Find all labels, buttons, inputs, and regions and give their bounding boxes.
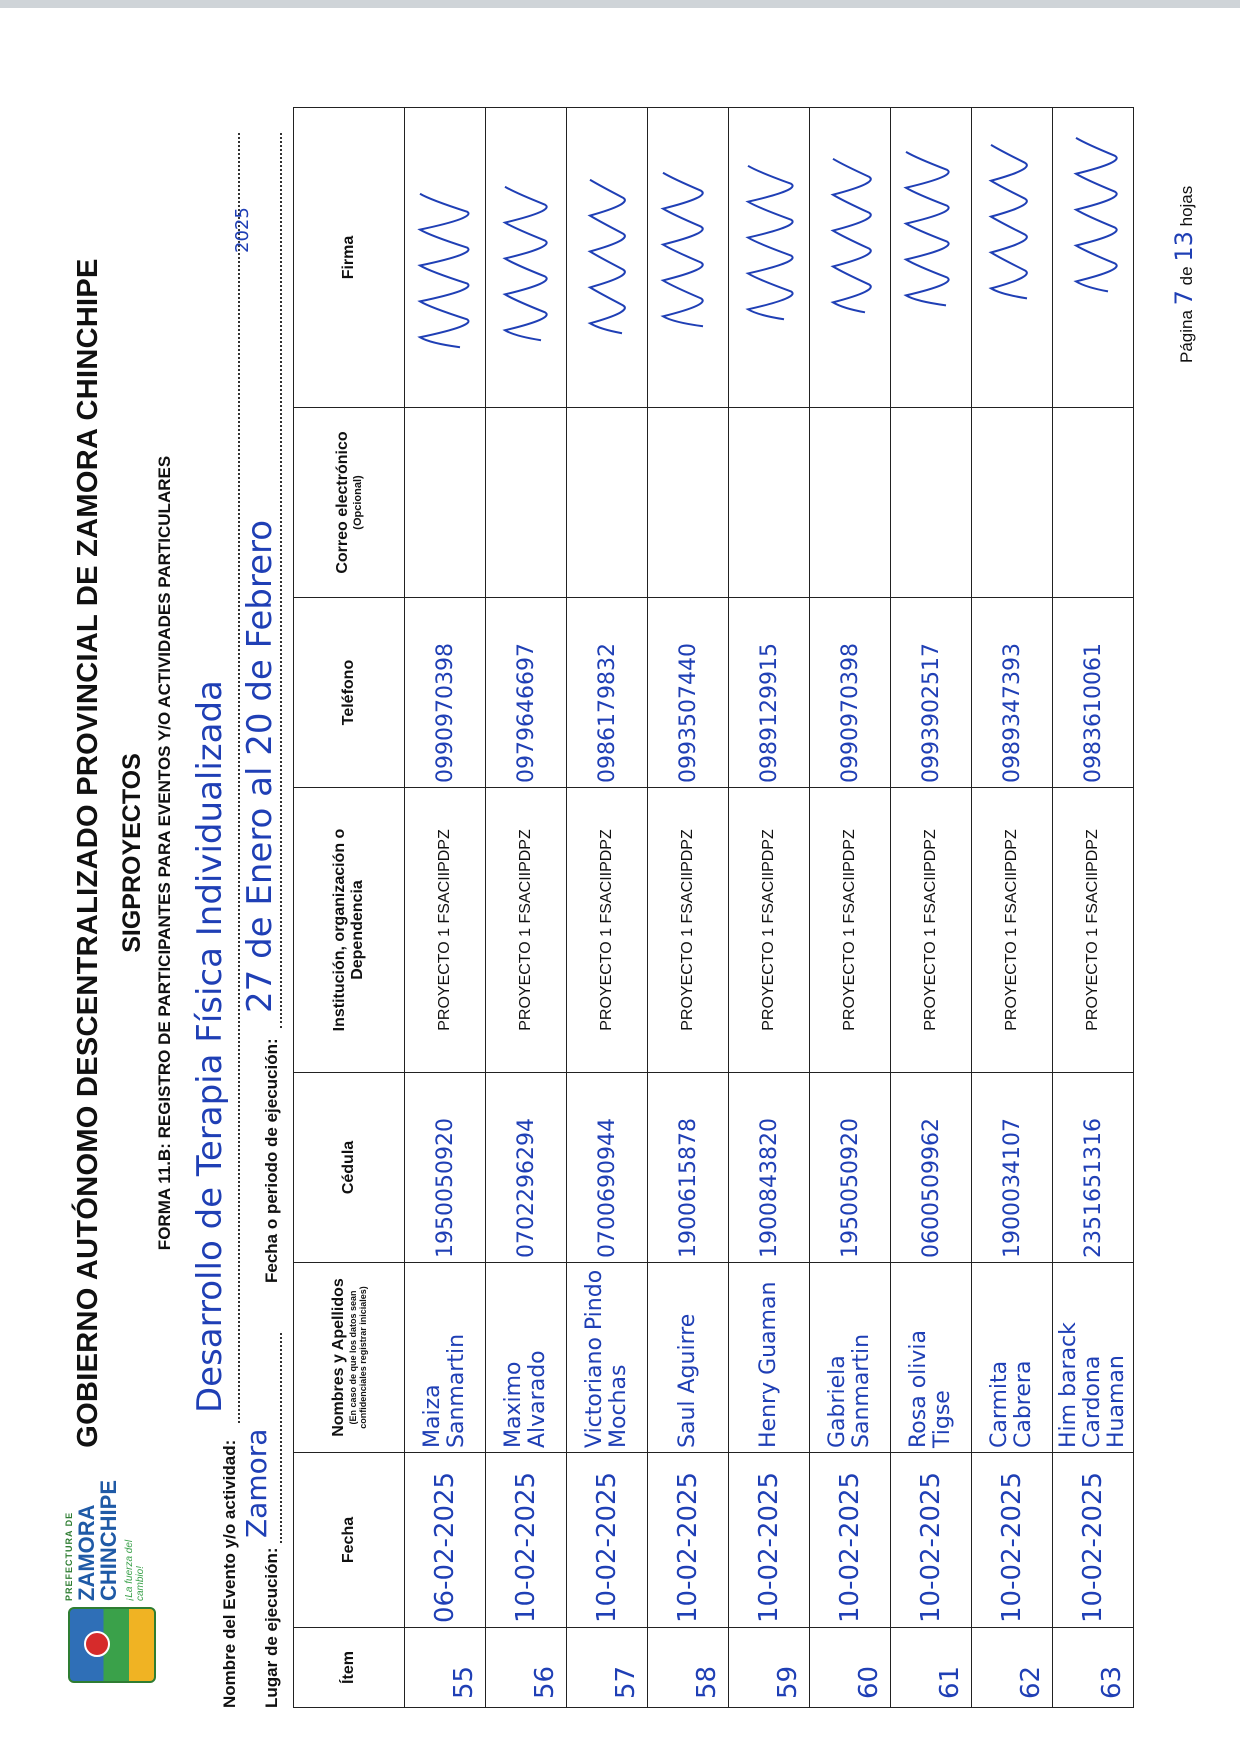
cell-institucion (729, 788, 810, 1073)
cell-correo (486, 408, 567, 598)
table-row (648, 108, 729, 1708)
cell-cedula (891, 1073, 972, 1263)
cell-cedula (1053, 1073, 1134, 1263)
col-header-correo (294, 408, 405, 598)
cell-correo (1053, 408, 1134, 598)
footer-total-pages: 13 (1170, 231, 1198, 262)
cell-nombre (729, 1263, 810, 1453)
item-number: 55 (449, 1665, 479, 1699)
cell-fecha (567, 1453, 648, 1628)
cell-telefono (1053, 598, 1134, 788)
nombre-value: Carmita Cabrera (987, 1360, 1036, 1448)
nombre-value: Henry Guaman (756, 1281, 781, 1448)
logo-text-prefectura: PREFECTURA DE (64, 1511, 74, 1601)
cell-telefono (810, 598, 891, 788)
table-row (1053, 108, 1134, 1708)
signature-scribble (729, 108, 809, 407)
cell-fecha (648, 1453, 729, 1628)
cell-institucion (972, 788, 1053, 1073)
cell-correo (891, 408, 972, 598)
cedula-value: 0600509962 (918, 1118, 944, 1258)
cell-cedula (567, 1073, 648, 1263)
fecha-value: 10-02-2025 (592, 1471, 622, 1623)
system-title: SIGPROYECTOS (118, 753, 146, 953)
telefono-value: 0990970398 (837, 643, 863, 783)
place-line (280, 1333, 282, 1543)
col-header-institucion: Institución, organización o Dependencia (294, 788, 405, 1073)
col-header-fecha: Fecha (294, 1453, 405, 1628)
fecha-value: 10-02-2025 (916, 1471, 946, 1623)
cell-nombre (405, 1263, 486, 1453)
cell-correo (810, 408, 891, 598)
cedula-value: 1900843820 (756, 1118, 782, 1258)
table-row (972, 108, 1053, 1708)
signature-scribble (486, 108, 566, 407)
logo-text-zamora: ZAMORA (74, 1504, 99, 1601)
fecha-value: 10-02-2025 (1078, 1471, 1108, 1623)
cell-item (567, 1628, 648, 1708)
col-header-nombres-note: (En caso de que los datos sean confidenciales registrar iniciales) (348, 1286, 368, 1429)
item-number: 63 (1097, 1665, 1127, 1699)
telefono-value: 0990970398 (432, 643, 458, 783)
cell-cedula (486, 1073, 567, 1263)
cell-fecha (810, 1453, 891, 1628)
cell-cedula (810, 1073, 891, 1263)
cell-cedula (405, 1073, 486, 1263)
cell-institucion (486, 788, 567, 1073)
cell-nombre (486, 1263, 567, 1453)
cell-institucion (405, 788, 486, 1073)
page-footer (1170, 186, 1198, 363)
cell-nombre (810, 1263, 891, 1453)
cell-telefono (405, 598, 486, 788)
telefono-value: 0986179832 (594, 643, 620, 783)
institucion-value: PROYECTO 1 FSACIIPDPZ (517, 829, 534, 1031)
cedula-value: 1900615878 (675, 1118, 701, 1258)
cell-fecha (405, 1453, 486, 1628)
cell-item (648, 1628, 729, 1708)
nombre-value: Maiza Sanmartin (420, 1333, 469, 1448)
cell-telefono (891, 598, 972, 788)
event-name-value: Desarrollo de Terapia Física Individualizada (190, 680, 230, 1413)
telefono-value: 0989129915 (756, 643, 782, 783)
cell-institucion (891, 788, 972, 1073)
telefono-value: 0979646697 (513, 643, 539, 783)
date-value: 27 de Enero al 20 de Febrero (240, 519, 280, 1013)
cell-firma (891, 108, 972, 408)
cell-correo (567, 408, 648, 598)
cell-institucion (567, 788, 648, 1073)
table-row (486, 108, 567, 1708)
table-header-row (294, 108, 405, 1708)
nombre-value: Saul Aguirre (675, 1313, 700, 1448)
nombre-value: Him barack Cardona Huaman (1056, 1322, 1129, 1448)
footer-hojas-label: hojas (1177, 185, 1196, 227)
cell-telefono (567, 598, 648, 788)
cell-telefono (972, 598, 1053, 788)
cell-correo (729, 408, 810, 598)
cell-fecha (891, 1453, 972, 1628)
cell-fecha (729, 1453, 810, 1628)
table-row (567, 108, 648, 1708)
fecha-value: 10-02-2025 (835, 1471, 865, 1623)
cedula-value: 0702296294 (513, 1118, 539, 1258)
cell-item (405, 1628, 486, 1708)
place-value: Zamora (240, 1428, 273, 1538)
cedula-value: 1950050920 (432, 1118, 458, 1258)
telefono-value: 0989347393 (999, 643, 1025, 783)
institucion-value: PROYECTO 1 FSACIIPDPZ (679, 829, 696, 1031)
cell-telefono (648, 598, 729, 788)
cell-nombre (891, 1263, 972, 1453)
cell-firma (1053, 108, 1134, 408)
institucion-value: PROYECTO 1 FSACIIPDPZ (598, 829, 615, 1031)
cell-fecha (486, 1453, 567, 1628)
col-header-cedula: Cédula (294, 1073, 405, 1263)
signature-scribble (1053, 108, 1133, 407)
telefono-value: 0993507440 (675, 643, 701, 783)
cell-nombre (648, 1263, 729, 1453)
cell-item (729, 1628, 810, 1708)
fecha-value: 10-02-2025 (997, 1471, 1027, 1623)
item-number: 58 (692, 1665, 722, 1699)
table-row (810, 108, 891, 1708)
cell-nombre (1053, 1263, 1134, 1453)
logo-text-chinchipe: CHINCHIPE (96, 1479, 121, 1601)
institucion-value: PROYECTO 1 FSACIIPDPZ (1003, 829, 1020, 1031)
cell-firma (972, 108, 1053, 408)
signature-scribble (891, 108, 971, 407)
telefono-value: 0983610061 (1080, 643, 1106, 783)
table-row (891, 108, 972, 1708)
participants-table (293, 107, 1134, 1708)
institucion-value: PROYECTO 1 FSACIIPDPZ (436, 829, 453, 1031)
cell-firma (729, 108, 810, 408)
col-header-correo-note: (Opcional) (352, 475, 364, 530)
table-row (405, 108, 486, 1708)
year-value: 2025 (232, 207, 253, 253)
cell-correo (405, 408, 486, 598)
footer-page-number: 7 (1170, 290, 1198, 306)
cell-correo (972, 408, 1053, 598)
date-line (280, 133, 282, 1028)
cell-nombre (567, 1263, 648, 1453)
cell-correo (648, 408, 729, 598)
signature-scribble (567, 108, 647, 407)
col-header-correo-label: Correo electrónico (334, 431, 351, 574)
institucion-value: PROYECTO 1 FSACIIPDPZ (760, 829, 777, 1031)
item-number: 61 (935, 1665, 965, 1699)
form-title: FORMA 11.B: REGISTRO DE PARTICIPANTES PARA EVENTOS Y/O ACTIVIDADES PARTICULARES (155, 455, 174, 1251)
table-row (729, 108, 810, 1708)
item-number: 60 (854, 1665, 884, 1699)
cell-telefono (486, 598, 567, 788)
item-number: 59 (773, 1665, 803, 1699)
cell-item (972, 1628, 1053, 1708)
cell-cedula (972, 1073, 1053, 1263)
cell-item (810, 1628, 891, 1708)
signature-scribble (972, 108, 1052, 407)
signature-scribble (810, 108, 890, 407)
cell-cedula (729, 1073, 810, 1263)
institucion-value: PROYECTO 1 FSACIIPDPZ (841, 829, 858, 1031)
fecha-value: 10-02-2025 (511, 1471, 541, 1623)
cell-firma (486, 108, 567, 408)
cell-firma (648, 108, 729, 408)
cell-item (891, 1628, 972, 1708)
col-header-firma: Firma (294, 108, 405, 408)
place-label: Lugar de ejecución: (262, 1547, 281, 1708)
item-number: 62 (1016, 1665, 1046, 1699)
col-header-item: Ítem (294, 1628, 405, 1708)
institution-title: GOBIERNO AUTÓNOMO DESCENTRALIZADO PROVINCIAL DE ZAMORA CHINCHIPE (72, 258, 104, 1448)
fecha-value: 10-02-2025 (754, 1471, 784, 1623)
cell-fecha (972, 1453, 1053, 1628)
footer-pagina-label: Página (1177, 310, 1196, 363)
nombre-value: Gabriela Sanmartin (825, 1333, 874, 1448)
signature-scribble (648, 108, 728, 407)
col-header-nombres (294, 1263, 405, 1453)
cell-institucion (1053, 788, 1134, 1073)
col-header-nombres-label: Nombres y Apellidos (330, 1278, 347, 1437)
col-header-telefono: Teléfono (294, 598, 405, 788)
cell-firma (567, 108, 648, 408)
nombre-value: Rosa olivia Tigse (906, 1330, 955, 1448)
cell-firma (405, 108, 486, 408)
cedula-value: 2351651316 (1080, 1118, 1106, 1258)
footer-de-label: de (1177, 266, 1196, 286)
cedula-value: 1900034107 (999, 1118, 1025, 1258)
event-name-label: Nombre del Evento y/o actividad: (220, 1439, 239, 1708)
institucion-value: PROYECTO 1 FSACIIPDPZ (922, 829, 939, 1031)
fecha-value: 10-02-2025 (673, 1471, 703, 1623)
item-number: 57 (611, 1665, 641, 1699)
cell-fecha (1053, 1453, 1134, 1628)
nombre-value: Victoriano Pindo Mochas (582, 1269, 631, 1448)
logo-tagline: ¡La fuerza del cambio! (124, 1539, 146, 1601)
cell-cedula (648, 1073, 729, 1263)
date-label: Fecha o periodo de ejecución: (262, 1038, 281, 1283)
cedula-value: 0700690944 (594, 1118, 620, 1258)
cell-telefono (729, 598, 810, 788)
cell-item (486, 1628, 567, 1708)
telefono-value: 0993902517 (918, 643, 944, 783)
cell-institucion (810, 788, 891, 1073)
signature-scribble (405, 108, 485, 407)
cell-item (1053, 1628, 1134, 1708)
cedula-value: 1950050920 (837, 1118, 863, 1258)
fecha-value: 06-02-2025 (430, 1471, 460, 1623)
cell-nombre (972, 1263, 1053, 1453)
nombre-value: Maximo Alvarado (501, 1350, 550, 1448)
item-number: 56 (530, 1665, 560, 1699)
cell-firma (810, 108, 891, 408)
institucion-value: PROYECTO 1 FSACIIPDPZ (1084, 829, 1101, 1031)
cell-institucion (648, 788, 729, 1073)
